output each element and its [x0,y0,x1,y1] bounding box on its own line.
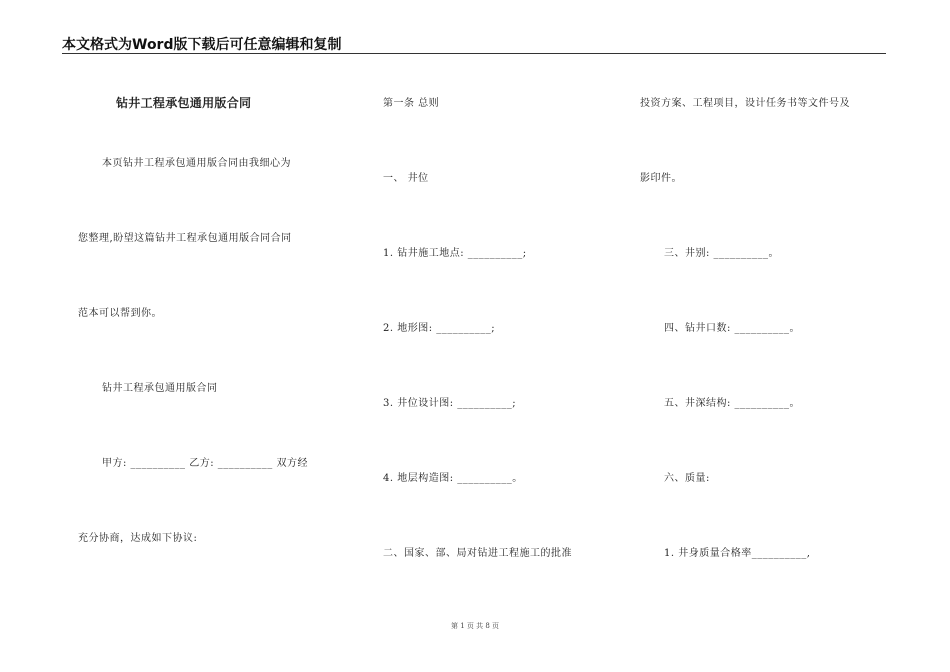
page-number: 第 1 页 共 8 页 [450,622,500,630]
paragraph-line: 钻井工程承包通用版合同 [102,383,218,394]
paragraph-line: 甲方: __________ 乙方: __________ 双方经 [102,458,308,469]
paragraph-line: 一、 井位 [383,173,429,184]
paragraph-line: 3. 井位设计图: __________; [383,398,517,409]
paragraph-line: 充分协商，达成如下协议: [78,533,198,544]
paragraph-line: 1. 钻井施工地点: __________; [383,248,527,259]
paragraph-line: 六、质量: [664,473,710,484]
section-heading: 第一条 总则 [383,98,440,109]
paragraph-line: 二、国家、部、局对钻进工程施工的批准 [383,548,572,559]
paragraph-line: 影印件。 [640,173,682,184]
document-header: 本文格式为Word版下载后可任意编辑和复制 [62,37,342,53]
header-divider [62,53,886,54]
paragraph-line: 范本可以帮到你。 [78,308,162,319]
paragraph-line: 五、井深结构: __________。 [664,398,801,409]
paragraph-line: 本页钻井工程承包通用版合同由我细心为 [102,158,291,169]
paragraph-line: 投资方案、工程项目，设计任务书等文件号及 [640,98,850,109]
paragraph-line: 四、钻井口数: __________。 [664,323,801,334]
paragraph-line: 您整理,盼望这篇钻井工程承包通用版合同合同 [78,233,292,244]
paragraph-line: 2. 地形图: __________; [383,323,496,334]
paragraph-line: 4. 地层构造图: __________。 [383,473,523,484]
paragraph-line: 1. 井身质量合格率__________, [664,548,811,559]
document-title: 钻井工程承包通用版合同 [116,96,252,110]
paragraph-line: 三、井别: __________。 [664,248,780,259]
